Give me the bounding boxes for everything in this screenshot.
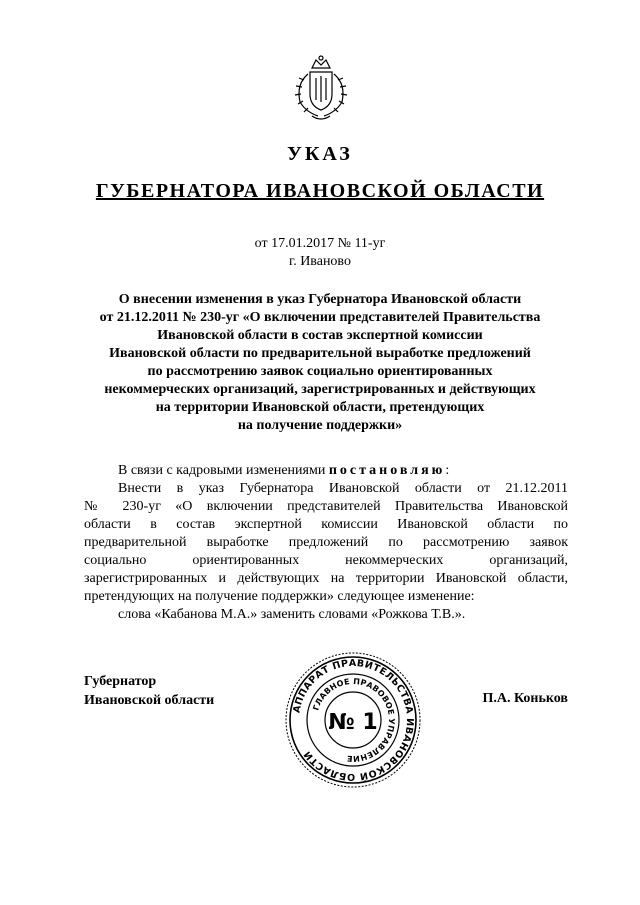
body-line: области в состав экспертной комиссии Ивановской области по — [84, 517, 568, 532]
heading-line: на территории Ивановской области, претендующих — [155, 400, 485, 415]
heading-line: О внесении изменения в указ Губернатора Ивановской области — [118, 292, 522, 307]
document-issuer: ГУБЕРНАТОРА ИВАНОВСКОЙ ОБЛАСТИ — [95, 180, 545, 202]
seal-ring-text: АППАРАТ ПРАВИТЕЛЬСТВА ИВАНОВСКОЙ ОБЛАСТИ — [291, 657, 416, 783]
heading-line: Ивановской области по предварительной выработке предложений — [109, 346, 531, 361]
signatory-position — [84, 672, 214, 710]
heading-line: некоммерческих организаций, зарегистрированных и действующих — [104, 382, 536, 397]
document-body — [84, 462, 568, 624]
body-line: зарегистрированных и действующих на территории Ивановской области, — [84, 571, 568, 586]
seal-number: № 1 — [328, 710, 378, 735]
intro-paragraph — [84, 462, 568, 480]
body-line: социально ориентированных некоммерческих организаций, — [84, 553, 568, 568]
heading-line: от 21.12.2011 № 230-уг «О включении представителей Правительства — [99, 310, 541, 325]
seal-inner-text: ГЛАВНОЕ ПРАВОВОЕ УПРАВЛЕНИЕ — [311, 676, 397, 764]
document-heading — [80, 291, 560, 435]
heading-line: по рассмотрению заявок социально ориентированных — [147, 364, 493, 379]
heading-line: Ивановской области в состав экспертной комиссии — [157, 328, 483, 343]
body-line: предварительной выработке предложений по рассмотрению заявок — [84, 535, 568, 550]
heading-line: на получение поддержки» — [237, 418, 403, 433]
signatory-position-line: Ивановской области — [84, 693, 215, 708]
intro-text: В связи с кадровыми изменениями — [118, 463, 329, 478]
document-date-number: от 17.01.2017 № 11-уг — [254, 236, 386, 251]
body-line: претендующих на получение поддержки» следующее изменение: — [84, 589, 475, 604]
signatory-name: П.А. Коньков — [482, 691, 568, 706]
coat-of-arms-emblem — [286, 54, 356, 124]
document-city: г. Иваново — [289, 254, 351, 269]
intro-decree-word: постановляю — [328, 463, 446, 478]
body-line: № 230-уг «О включении представителей Правительства Ивановской — [84, 499, 568, 514]
body-line: Внести в указ Губернатора Ивановской области от 21.12.2011 — [118, 481, 568, 496]
document-title: УКАЗ — [287, 143, 353, 165]
signatory-position-line: Губернатор — [84, 674, 157, 689]
intro-end: : — [445, 463, 450, 478]
final-line: слова «Кабанова М.А.» заменить словами «Рожкова Т.В.». — [118, 607, 466, 622]
official-seal — [283, 650, 423, 790]
